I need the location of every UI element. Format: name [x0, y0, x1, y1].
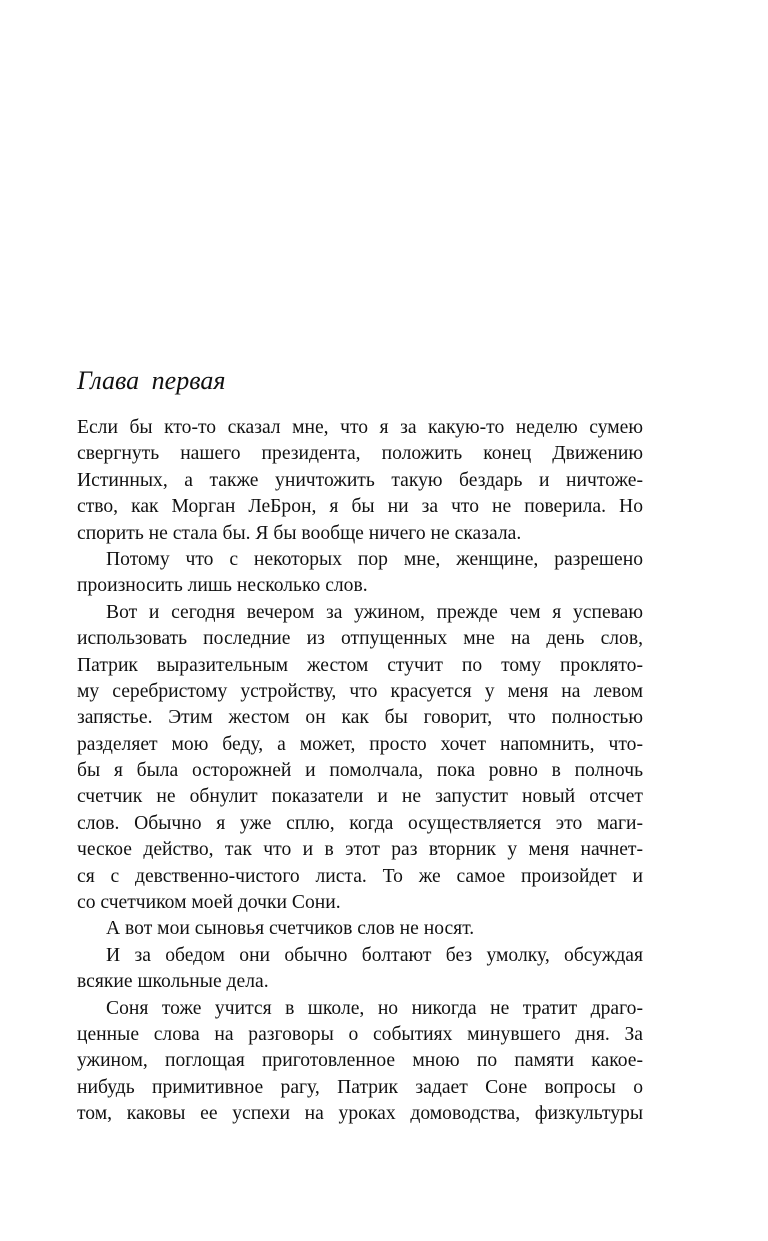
- text-line: ство, как Морган ЛеБрон, я бы ни за что не поверила. Но: [77, 496, 643, 518]
- text-line: му серебристому устройству, что красуется у меня на левом: [77, 680, 643, 702]
- text-line: запястье. Этим жестом он как бы говорит, что полностью: [77, 707, 643, 729]
- text-line: счетчик не обнулит показатели и не запустит новый отсчет: [77, 786, 643, 808]
- text-line: ценные слова на разговоры о событиях минувшего дня. За: [77, 1023, 643, 1045]
- chapter-text: [77, 415, 643, 1128]
- text-line: со счетчиком моей дочки Сони.: [77, 892, 341, 914]
- text-line: А вот мои сыновья счетчиков слов не носят.: [106, 918, 475, 940]
- text-line: спорить не стала бы. Я бы вообще ничего не сказала.: [77, 522, 522, 544]
- text-line: использовать последние из отпущенных мне на день слов,: [77, 628, 643, 650]
- text-line: всякие школьные дела.: [77, 971, 269, 993]
- text-line: ся с девственно-чистого листа. То же самое произойдет и: [77, 865, 643, 887]
- text-line: свергнуть нашего президента, положить конец Движению: [77, 443, 643, 465]
- text-line: Патрик выразительным жестом стучит по тому проклято-: [77, 654, 643, 676]
- text-line: Истинных, а также уничтожить такую бездарь и ничтоже-: [77, 469, 643, 491]
- text-line: Вот и сегодня вечером за ужином, прежде чем я успеваю: [106, 601, 643, 623]
- text-line: разделяет мою беду, а может, просто хочет напомнить, что-: [77, 733, 643, 755]
- chapter-title: Глава первая: [77, 366, 226, 395]
- text-line: том, каковы ее успехи на уроках домоводства, физкультуры: [77, 1103, 643, 1125]
- text-line: нибудь примитивное рагу, Патрик задает Соне вопросы о: [77, 1076, 643, 1098]
- text-line: бы я была осторожней и помолчала, пока ровно в полночь: [77, 760, 643, 782]
- text-line: Соня тоже учится в школе, но никогда не тратит драго-: [106, 997, 643, 1019]
- text-line: И за обедом они обычно болтают без умолку, обсуждая: [106, 944, 643, 966]
- text-line: Если бы кто-то сказал мне, что я за какую-то неделю сумею: [77, 417, 643, 438]
- text-line: ужином, поглощая приготовленное мною по памяти какое-: [77, 1050, 643, 1072]
- text-line: слов. Обычно я уже сплю, когда осуществляется это маги-: [77, 812, 643, 834]
- text-line: Потому что с некоторых пор мне, женщине, разрешено: [106, 548, 643, 570]
- text-line: ческое действо, так что и в этот раз вторник у меня начнет-: [77, 839, 643, 861]
- text-line: произносить лишь несколько слов.: [77, 575, 368, 597]
